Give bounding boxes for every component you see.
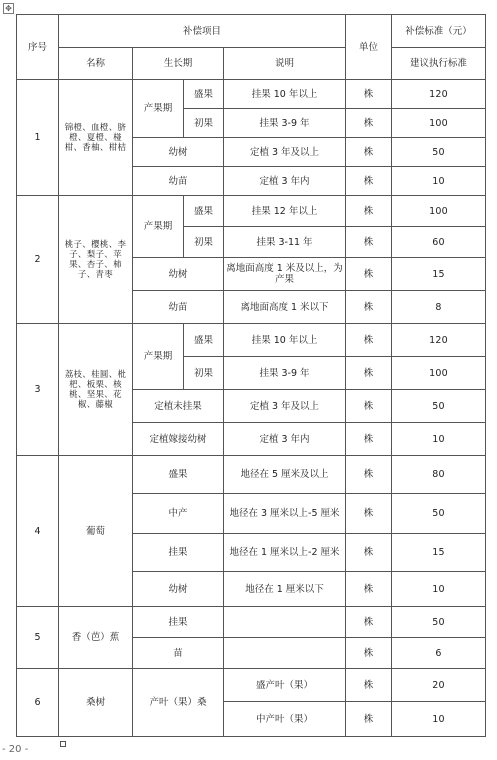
text-cursor-marker [60,741,66,747]
row-std: 8 [392,291,486,324]
row-substage: 幼苗 [133,291,224,324]
row-std: 80 [392,456,486,494]
row-desc: 地径在 1 厘米以上-2 厘米 [224,534,346,572]
row-substage: 苗 [133,638,224,669]
row-std: 50 [392,390,486,423]
row-seq: 1 [17,80,59,196]
row-std: 120 [392,80,486,109]
row-substage: 挂果 [133,534,224,572]
row-std: 50 [392,607,486,638]
row-std: 50 [392,138,486,167]
header-std-exec: 建议执行标准 [392,48,486,80]
row-desc [224,607,346,638]
row-seq: 5 [17,607,59,669]
row-desc: 地径在 1 厘米以下 [224,572,346,607]
row-desc: 地径在 5 厘米及以上 [224,456,346,494]
row-seq: 6 [17,669,59,737]
row-desc [224,638,346,669]
row-desc: 定植 3 年内 [224,167,346,196]
row-desc: 离地面高度 1 米及以上，为产果 [224,258,346,291]
row-substage: 中产叶（果） [224,702,346,737]
row-std: 60 [392,227,486,258]
row-name: 香（芭）蕉 [59,607,133,669]
row-desc: 定植 3 年及以上 [224,390,346,423]
row-std: 100 [392,357,486,390]
row-std: 10 [392,167,486,196]
row-substage: 幼苗 [133,167,224,196]
row-unit: 株 [346,638,392,669]
header-growth: 生长期 [133,48,224,80]
row-substage: 盛果 [184,80,224,109]
row-desc: 地径在 3 厘米以上-5 厘米 [224,494,346,534]
row-desc: 挂果 10 年以上 [224,80,346,109]
row-unit: 株 [346,390,392,423]
row-name: 葡萄 [59,456,133,607]
row-substage: 幼树 [133,138,224,167]
header-unit: 单位 [346,15,392,80]
row-substage: 盛产叶（果） [224,669,346,702]
row-std: 10 [392,572,486,607]
row-unit: 株 [346,534,392,572]
table-move-handle-icon[interactable]: ✥ [3,3,14,14]
row-name: 荔枝、桂圆、枇杷、板栗、核桃、坚果、花椒、藤椒 [59,324,133,456]
row-substage: 盛果 [133,456,224,494]
row-substage: 幼树 [133,258,224,291]
row-substage: 初果 [184,227,224,258]
row-unit: 株 [346,258,392,291]
row-desc: 挂果 10 年以上 [224,324,346,357]
row-unit: 株 [346,456,392,494]
header-seq: 序号 [17,15,59,80]
row-desc: 定植 3 年及以上 [224,138,346,167]
row-name: 桃子、樱桃、李子、梨子、苹果、杏子、柿子、青枣 [59,196,133,324]
header-std-group: 补偿标准（元） [392,15,486,48]
row-name: 锦橙、血橙、脐橙、夏橙、椪柑、香柚、柑桔 [59,80,133,196]
row-unit: 株 [346,607,392,638]
row-desc: 挂果 3-11 年 [224,227,346,258]
row-unit: 株 [346,227,392,258]
row-substage: 初果 [184,357,224,390]
header-name: 名称 [59,48,133,80]
row-seq: 3 [17,324,59,456]
row-std: 100 [392,109,486,138]
compensation-table [16,14,486,737]
row-desc: 挂果 3-9 年 [224,109,346,138]
row-seq: 4 [17,456,59,607]
row-unit: 株 [346,494,392,534]
row-unit: 株 [346,572,392,607]
row-seq: 2 [17,196,59,324]
row-substage: 初果 [184,109,224,138]
row-unit: 株 [346,167,392,196]
row-unit: 株 [346,423,392,456]
row-std: 20 [392,669,486,702]
row-stage: 产叶（果）桑 [133,669,224,737]
row-unit: 株 [346,702,392,737]
row-name: 桑树 [59,669,133,737]
row-desc: 挂果 3-9 年 [224,357,346,390]
row-unit: 株 [346,196,392,227]
row-unit: 株 [346,109,392,138]
row-std: 6 [392,638,486,669]
header-desc: 说明 [224,48,346,80]
row-unit: 株 [346,291,392,324]
row-stage: 产果期 [133,324,184,390]
row-std: 15 [392,534,486,572]
row-std: 10 [392,702,486,737]
row-std: 100 [392,196,486,227]
row-unit: 株 [346,669,392,702]
row-substage: 盛果 [184,324,224,357]
row-std: 50 [392,494,486,534]
row-substage: 幼树 [133,572,224,607]
row-substage: 中产 [133,494,224,534]
row-substage: 定植未挂果 [133,390,224,423]
row-substage: 盛果 [184,196,224,227]
row-std: 15 [392,258,486,291]
row-stage: 产果期 [133,80,184,138]
row-substage: 定植嫁接幼树 [133,423,224,456]
row-unit: 株 [346,138,392,167]
row-unit: 株 [346,357,392,390]
header-item-group: 补偿项目 [59,15,346,48]
row-desc: 挂果 12 年以上 [224,196,346,227]
row-desc: 定植 3 年内 [224,423,346,456]
row-desc: 离地面高度 1 米以下 [224,291,346,324]
row-std: 10 [392,423,486,456]
row-unit: 株 [346,80,392,109]
row-unit: 株 [346,324,392,357]
row-std: 120 [392,324,486,357]
row-stage: 产果期 [133,196,184,258]
page-number: - 20 - [2,744,29,755]
row-substage: 挂果 [133,607,224,638]
